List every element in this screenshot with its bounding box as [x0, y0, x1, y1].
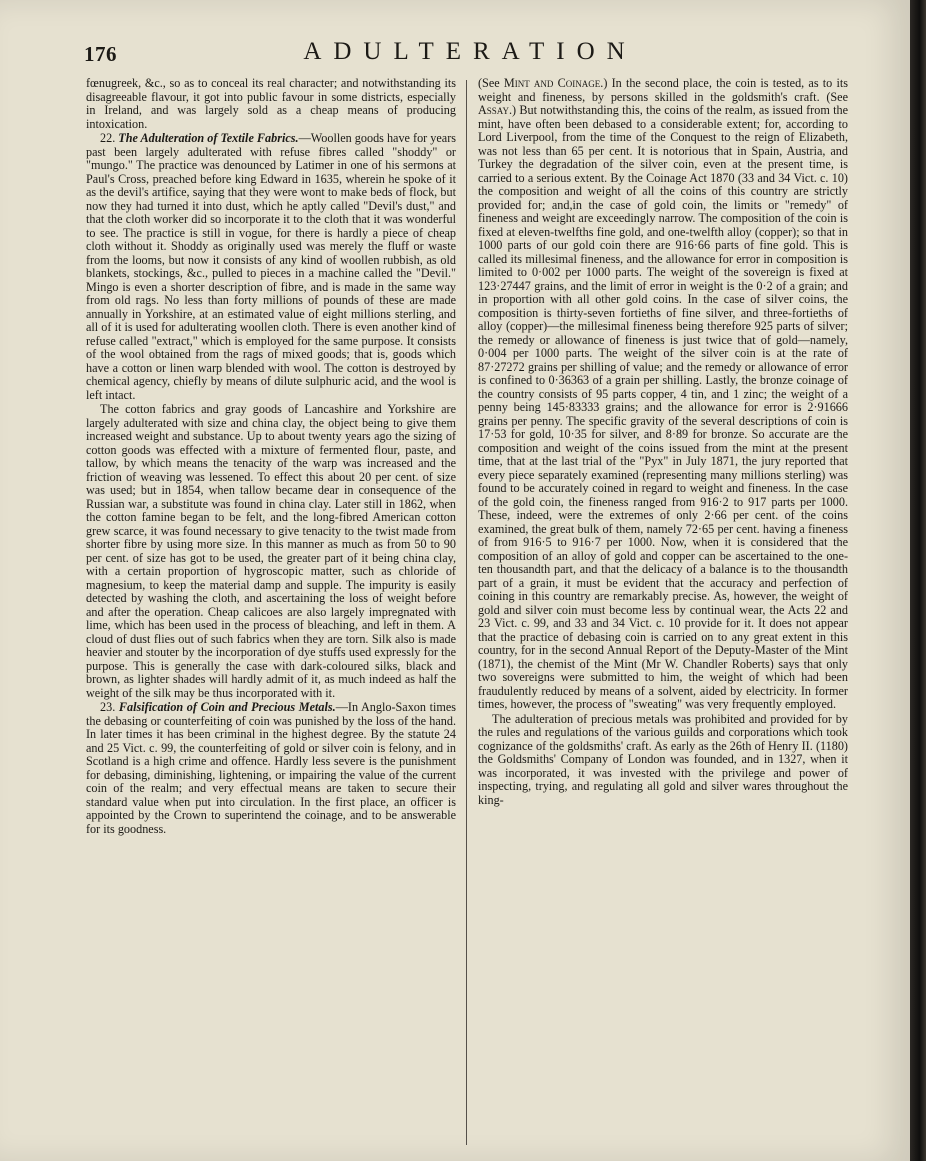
section-23 — [86, 701, 456, 836]
section-number: 22. — [100, 131, 116, 145]
book-spine — [910, 0, 926, 1161]
paragraph — [478, 77, 848, 712]
paragraph: The adulteration of precious metals was prohibited and provided for by the rules and regulations of the various guilds and corporations which took cognizance of the goldsmiths' craft. As early as the 26th of Henry II. (1180) the Goldsmiths' Company of London was founded, and in 1327, when it was incorporated, it was invested with the privilege and power of inspecting, trying, and regulating all gold and silver wares throughout the king- — [478, 711, 848, 807]
running-title: ADULTERATION — [303, 38, 637, 65]
section-title: The Adulteration of Textile Fabrics. — [118, 131, 299, 145]
paragraph-text: .) In the second place, the coin is tested, as to its weight and fineness, by persons skilled in the goldsmith's craft. (See — [478, 77, 848, 104]
left-column — [86, 77, 456, 1152]
paragraph: fœnugreek, &c., so as to conceal its real character; and notwithstanding its disagreeable flavour, it got into public favour in some districts, especially in Ireland, and was largely sold as a cheap means of producing intoxication. — [86, 77, 456, 131]
cross-reference-open: (See — [478, 77, 504, 90]
section-text: —Woollen goods have for years past been largely adulterated with refuse fibres called "shoddy" or "mungo." The practice was denounced by Latimer in one of his sermons at Paul's Cross, preached before king Edward in 1635, wherein he spoke of it as the devil's artifice, saying that they were wont to make beds of flock, but now they had turned it into dust, which he aptly called "Devil's dust," and that the cloth worker did so incorporate it to the cloth that it was wonderful to see. The practice is still in vogue, for there is hardly a piece of cheap cloth without it. Shoddy as originally used was merely the fluff or waste from the looms, but now it consists of any kind of woollen rubbish, as old blankets, stockings, &c., pulled to pieces in a machine called the "Devil." Mingo is even a shorter description of fibre, and is made in the same way from old rags. No less than forty millions of pounds of these are made annually in Yorkshire, at an estimated value of eight millions sterling, and all of it is used for adulterating woollen cloth. There is even another kind of refuse called "extract," which is employed for the same purpose. It consists of the wool obtained from the rags of mixed goods; that is, goods which have a cotton or linen warp blended with wool. The cotton is destroyed by chemical agency, chiefly by means of dilute sulphuric acid, and the wool is left intact. — [86, 131, 456, 402]
section-number: 23. — [100, 700, 116, 714]
section-22 — [86, 132, 456, 402]
column-divider — [466, 80, 467, 1145]
right-column — [478, 77, 848, 1152]
page-header — [84, 38, 844, 68]
paragraph: The cotton fabrics and gray goods of Lancashire and Yorkshire are largely adulterated with size and china clay, the object being to give them increased weight and substance. Up to about twenty years ago the sizing of cotton goods was effected with a mixture of fermented flour, paste, and tallow, by which means the tenacity of the warp was increased and the friction of weaving was lessened. To effect this about 20 per cent. of size was used; but in 1854, when tallow became dear in consequence of the Russian war, a substitute was found in china clay. Later still in 1862, when the cotton famine began to be felt, and the long-fibred American cotton grew scarce, it was found necessary to give tenacity to the twist made from shorter fibre by using more size. In this manner as much as from 50 to 90 per cent. of size has got to be used, the greater part of it being china clay, with a certain proportion of hygroscopic matter, such as chloride of magnesium, to keep the material damp and supple. The impurity is easily detected by washing the cloth, and ascertaining the loss of weight before and after the operation. Cheap calicoes are also largely impregnated with lime, which has been used in the process of bleaching, and left in them. A cloud of dust flies out of such fabrics when they are torn. Silk also is made heavier and stouter by the incorporation of dye stuffs used expressly for the purpose. This is generally the case with dark-coloured silks, black and brown, as lighter shades will hardly admit of it, as much indeed as half the weight of the silk may be thus incorporated with it. — [86, 402, 456, 700]
cross-reference: Mint and Coinage — [503, 77, 601, 90]
section-title: Falsification of Coin and Precious Metals. — [118, 700, 336, 714]
section-text: —In Anglo-Saxon times the debasing or counterfeiting of coin was punished by the loss of the hand. In later times it has been criminal in the highest degree. By the statute 24 and 25 Vict. c. 99, the counterfeiting of gold or silver coin is felony, and in Scotland is a high crime and offence. Hardly less severe is the punishment for debasing, diminishing, lightening, or impairing the value of the current coin of the realm; and very effectual means are taken to secure their standard value when put into circulation. In the first place, an officer is appointed by the Crown to superintend the coinage, and to be answerable for its goodness. — [86, 700, 456, 836]
paragraph-text: .) But notwithstanding this, the coins of the realm, as issued from the mint, have often been debased to a considerable extent; for, according to Lord Liverpool, from the time of the Conquest to the reign of Elizabeth, was not less than 65 per cent. It is notorious that in Spain, Austria, and Turkey the degradation of the silver coin, even at the present time, is carried to a serious extent. By the Coinage Act 1870 (33 and 34 Vict. c. 10) the composition and weight of all the coins of this country are strictly provided for; and,in the case of gold coin, the limits or "remedy" of fineness and weight are exceedingly narrow. The composition of the coin is fixed at eleven-twelfths fine gold, and one-twelfth alloy (copper); so that in 1000 parts of our gold coin there are 916·66 parts of fine gold. This is called its millesimal fineness, and the allowance for error in composition is limited to 0·002 per 1000 parts. The weight of the sovereign is fixed at 123·27447 grains, and the limit of error in weight is the 0·2 of a grain; and in proportion with all other gold coins. In the case of silver coins, the composition is thirty-seven fortieths of fine silver, and three-fortieths of alloy (copper)—the millesimal fineness being therefore 925 parts of silver; the remedy or allowance of fineness is just twice that of gold—namely, 0·004 per 1000 parts. The weight of the silver coin is at the rate of 87·27272 grains per shilling of value; and the remedy or allowance of error is confined to 0·36363 of a grain per shilling. Lastly, the bronze coinage of the country consists of 95 parts copper, 4 tin, and 1 zinc; the weight of a penny being 145·83333 grains; and the allowance for error is 2·91666 grains per penny. The specific gravity of the several descriptions of coin is 17·53 for gold, 10·35 for silver, and 8·89 for bronze. So accurate are the composition and weight of the coins issued from the mint at the present time, that at the last trial of the "Pyx" in July 1871, the jury reported that every piece separately examined (representing many millions sterling) was found to be accurately coined in regard to weight and fineness. In the case of the gold coin, the fineness ranged from 916·2 to 917 parts per 1000. These, indeed, were the extremes of only 2·66 per cent. of the coins examined, the great bulk of them, namely 72·65 per cent. having a fineness of from 916·5 to 916·7 per 1000. Now, when it is considered that the composition of an alloy of gold and copper can be ascertained to the one-ten thousandth part, and that the delicacy of a balance is to the thousandth part of a grain, it must be evident that the accuracy and perfection of coining in this country are remarkably precise. As, however, the weight of gold and silver coin must become less by continual wear, the Acts 22 and 23 Vict. c. 99, and 33 and 34 Vict. c. 10 provide for it. It does not appear that the practice of debasing coin is carried on to any great extent in this country, for in the second Annual Report of the Deputy-Master of the Mint (1871), the chemist of the Mint (Mr W. Chandler Roberts) says that only two sovereigns were submitted to him, the weight of which had been fraudulently reduced by means of a solvent, aided by electricity. In former times, however, the process of "sweating" was very frequently employed. — [478, 103, 848, 711]
cross-reference: Assay — [478, 103, 509, 117]
page-number: 176 — [84, 42, 117, 66]
